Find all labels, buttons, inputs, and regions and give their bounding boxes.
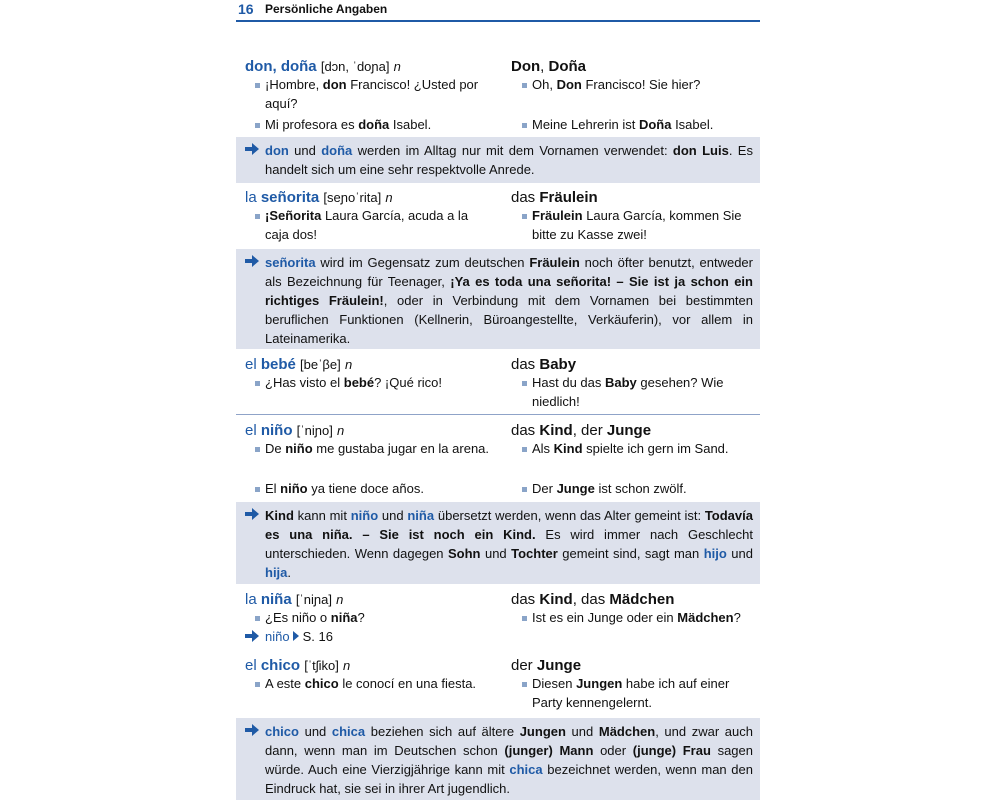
headword-line bbox=[245, 590, 343, 610]
translation-line bbox=[511, 656, 581, 676]
article: la bbox=[245, 591, 261, 608]
pronunciation: [dɔn, ˈdoɲa] bbox=[320, 59, 390, 74]
translation-line bbox=[511, 57, 586, 77]
translation-article: der bbox=[511, 657, 537, 674]
arrow-right-icon bbox=[245, 508, 259, 520]
dictionary-page bbox=[236, 0, 760, 800]
headword: chico bbox=[260, 657, 301, 674]
translation-separator: , das bbox=[572, 591, 610, 608]
arrow-right-icon bbox=[245, 255, 259, 267]
example-es: De niño me gustaba jugar en la arena. bbox=[265, 440, 495, 459]
part-of-speech: n bbox=[343, 658, 351, 673]
translation-article: das bbox=[511, 422, 540, 439]
translation-separator: , der bbox=[572, 422, 607, 439]
translation: Kind bbox=[539, 591, 573, 608]
part-of-speech: n bbox=[393, 59, 401, 74]
cross-reference-page[interactable]: S. 16 bbox=[302, 629, 333, 644]
example-de: Ist es ein Junge oder ein Mädchen? bbox=[532, 609, 756, 628]
usage-note-text: chico und chica beziehen sich auf ältere Jungen und Mädchen, und zwar auch dann, wenn man im Deutschen schon (junger) Mann oder (junge) Frau sagen würde. Auch eine Vierzigjährige kann mit chica bezeichnet werden, wenn man den Eindruck hat, sie sei in ihrer Art jugendlich. bbox=[265, 724, 753, 796]
part-of-speech: n bbox=[336, 423, 345, 438]
pronunciation: [ˈniɲo] bbox=[296, 423, 333, 438]
example-de: Meine Lehrerin ist Doña Isabel. bbox=[532, 116, 756, 135]
part-of-speech: n bbox=[385, 190, 393, 205]
headword-line bbox=[245, 656, 350, 676]
translation-line bbox=[511, 590, 674, 610]
part-of-speech: n bbox=[344, 357, 353, 372]
translation: Don bbox=[511, 58, 541, 75]
example-es: A este chico le conocí en una fiesta. bbox=[265, 675, 495, 694]
headword-line bbox=[245, 421, 344, 441]
entry-senorita bbox=[236, 187, 760, 247]
example-de: Oh, Don Francisco! Sie hier? bbox=[532, 76, 756, 95]
example-es: ¡Señorita Laura García, acuda a la caja dos! bbox=[265, 207, 495, 244]
translation-line bbox=[511, 188, 598, 208]
headword: bebé bbox=[260, 356, 296, 373]
usage-note bbox=[236, 502, 760, 584]
pronunciation: [seɲoˈrita] bbox=[323, 190, 382, 205]
translation-article: das bbox=[511, 591, 540, 608]
example-es: Mi profesora es doña Isabel. bbox=[265, 116, 495, 135]
cross-reference-word[interactable]: niño bbox=[265, 629, 290, 644]
headword-line bbox=[245, 188, 393, 208]
example-es: El niño ya tiene doce años. bbox=[265, 480, 495, 499]
entry-divider bbox=[236, 414, 760, 415]
example-de: Fräulein Laura García, kommen Sie bitte zu Kasse zwei! bbox=[532, 207, 756, 244]
headword: niña bbox=[260, 591, 292, 608]
translation-2: Doña bbox=[548, 58, 587, 75]
headword: niño bbox=[260, 422, 293, 439]
entry-nina bbox=[236, 590, 760, 648]
headword-line bbox=[245, 355, 352, 375]
translation-line bbox=[511, 355, 576, 375]
example-de: Der Junge ist schon zwölf. bbox=[532, 480, 756, 499]
triangle-right-icon bbox=[293, 631, 299, 641]
example-es: ¡Hombre, don Francisco! ¿Usted por aquí? bbox=[265, 76, 495, 113]
usage-note-text: don und doña werden im Alltag nur mit dem Vornamen verwendet: don Luis. Es handelt sich um eine sehr respektvolle Anrede. bbox=[265, 143, 753, 177]
headword: don, doña bbox=[245, 58, 317, 75]
usage-note-text: Kind kann mit niño und niña übersetzt werden, wenn das Alter gemeint ist: Todavía es una niña. – Sie ist noch ein Kind. Es wird immer nach Geschlecht unterschieden. Wenn dagegen Sohn und Tochter gemeint sind, sagt man hijo und hija. bbox=[265, 508, 753, 580]
article: el bbox=[245, 356, 261, 373]
pronunciation: [ˈniɲa] bbox=[295, 592, 332, 607]
example-de: Hast du das Baby gesehen? Wie niedlich! bbox=[532, 374, 756, 411]
example-es: ¿Es niño o niña? bbox=[265, 609, 495, 628]
article: el bbox=[245, 657, 261, 674]
translation: Fräulein bbox=[539, 189, 598, 206]
headword-line bbox=[245, 57, 401, 77]
page-number: 16 bbox=[238, 1, 254, 17]
translation: Kind bbox=[539, 422, 573, 439]
usage-note bbox=[236, 718, 760, 800]
arrow-right-icon bbox=[245, 630, 259, 642]
page-header bbox=[236, 0, 760, 22]
pronunciation: [ˈtʃiko] bbox=[304, 658, 339, 673]
example-de: Als Kind spielte ich gern im Sand. bbox=[532, 440, 756, 459]
translation-line bbox=[511, 421, 651, 441]
headword: señorita bbox=[260, 189, 320, 206]
article: la bbox=[245, 189, 261, 206]
example-de: Diesen Jungen habe ich auf einer Party kennengelernt. bbox=[532, 675, 756, 712]
page-title: Persönliche Angaben bbox=[265, 2, 388, 16]
translation: Baby bbox=[539, 356, 577, 373]
translation-separator: , bbox=[540, 58, 549, 75]
translation-article: das bbox=[511, 189, 540, 206]
pronunciation: [beˈβe] bbox=[300, 357, 341, 372]
translation: Junge bbox=[536, 657, 582, 674]
entry-bebe bbox=[236, 355, 760, 413]
arrow-right-icon bbox=[245, 724, 259, 736]
usage-note-text: señorita wird im Gegensatz zum deutschen Fräulein noch öfter benutzt, entweder als Bezeichnung für Teenager, ¡Ya es toda una señorita! – Sie ist ja schon ein richtiges Fräulein!, oder in Verbindung mit dem Vornamen bei bestimmten beruflichen Funktionen (Kellnerin, Büroangestellte, Verkäuferin), vor allem in Lateinamerika. bbox=[265, 255, 753, 346]
cross-reference[interactable] bbox=[245, 628, 333, 646]
usage-note bbox=[236, 249, 760, 349]
entry-chico bbox=[236, 656, 760, 714]
part-of-speech: n bbox=[336, 592, 344, 607]
arrow-right-icon bbox=[245, 143, 259, 155]
translation-2: Junge bbox=[606, 422, 652, 439]
translation-2: Mädchen bbox=[609, 591, 675, 608]
article: el bbox=[245, 422, 261, 439]
translation-article: das bbox=[511, 356, 540, 373]
example-es: ¿Has visto el bebé? ¡Qué rico! bbox=[265, 374, 495, 393]
entry-nino bbox=[236, 421, 760, 501]
usage-note bbox=[236, 137, 760, 183]
